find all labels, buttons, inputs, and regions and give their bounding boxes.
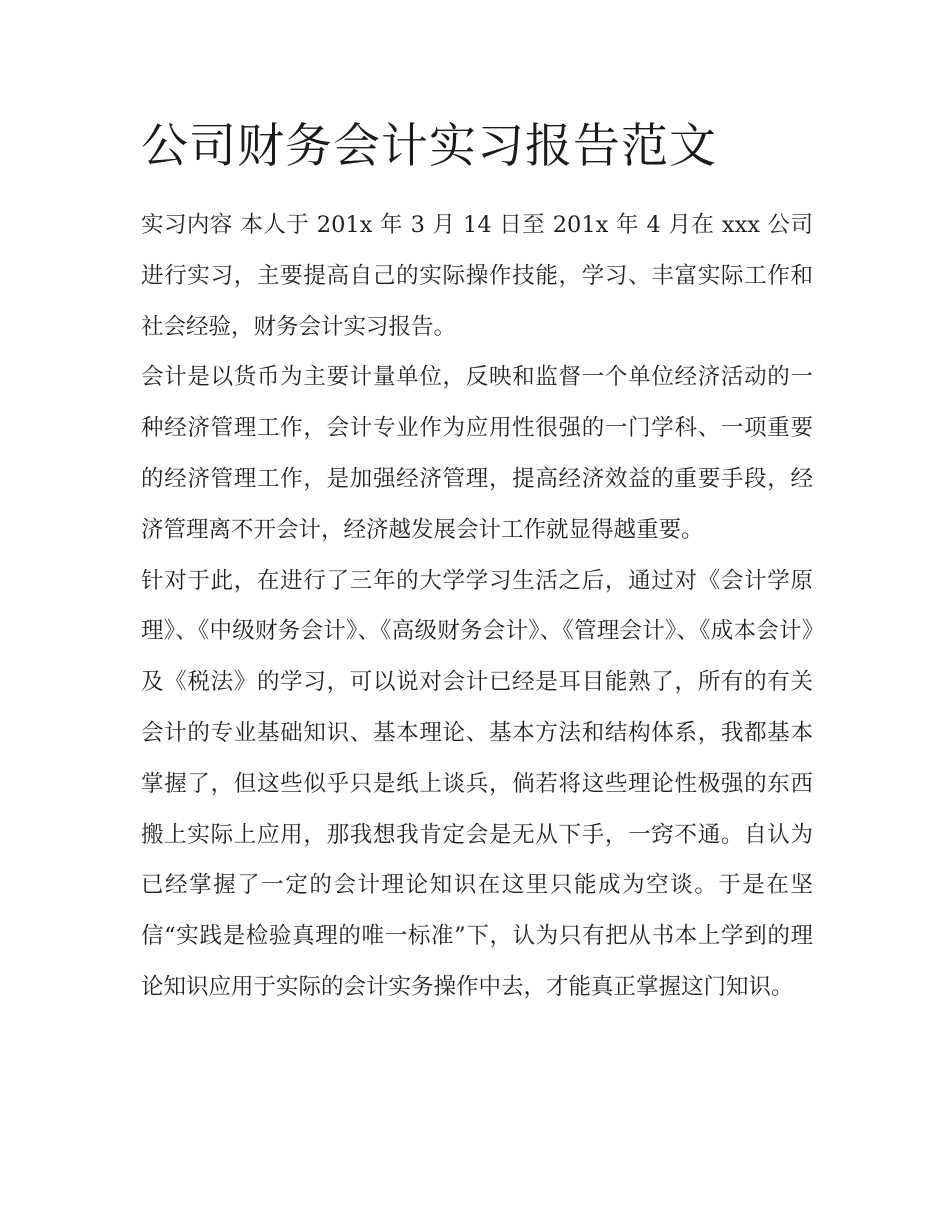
document-body bbox=[141, 200, 813, 1013]
paragraph-theory-practice: 针对于此，在进行了三年的大学学习生活之后，通过对《会计学原理》、《中级财务会计》、《高级财务会计》、《管理会计》、《成本会计》及《税法》的学习，可以说对会计已经是耳目能熟了，所有的有关会计的专业基础知识、基本理论、基本方法和结构体系，我都基本掌握了，但这些似乎只是纸上谈兵，倘若将这些理论性极强的东西搬上实际上应用，那我想我肯定会是无从下手，一窍不通。自认为已经掌握了一定的会计理论知识在这里只能成为空谈。于是在坚信“实践是检验真理的唯一标准”下，认为只有把从书本上学到的理论知识应用于实际的会计实务操作中去，才能真正掌握这门知识。 bbox=[141, 567, 813, 1000]
paragraph-accounting-definition: 会计是以货币为主要计量单位，反映和监督一个单位经济活动的一种经济管理工作，会计专业作为应用性很强的一门学科、一项重要的经济管理工作，是加强经济管理，提高经济效益的重要手段，经济管理离不开会计，经济越发展会计工作就显得越重要。 bbox=[141, 364, 813, 543]
paragraph-internship-content: 实习内容 本人于 201x 年 3 月 14 日至 201x 年 4 月在 xxx 公司进行实习，主要提高自己的实际操作技能，学习、丰富实际工作和社会经验，财务会计实习报告。 bbox=[141, 212, 813, 340]
document-title: 公司财务会计实习报告范文 bbox=[141, 119, 717, 174]
